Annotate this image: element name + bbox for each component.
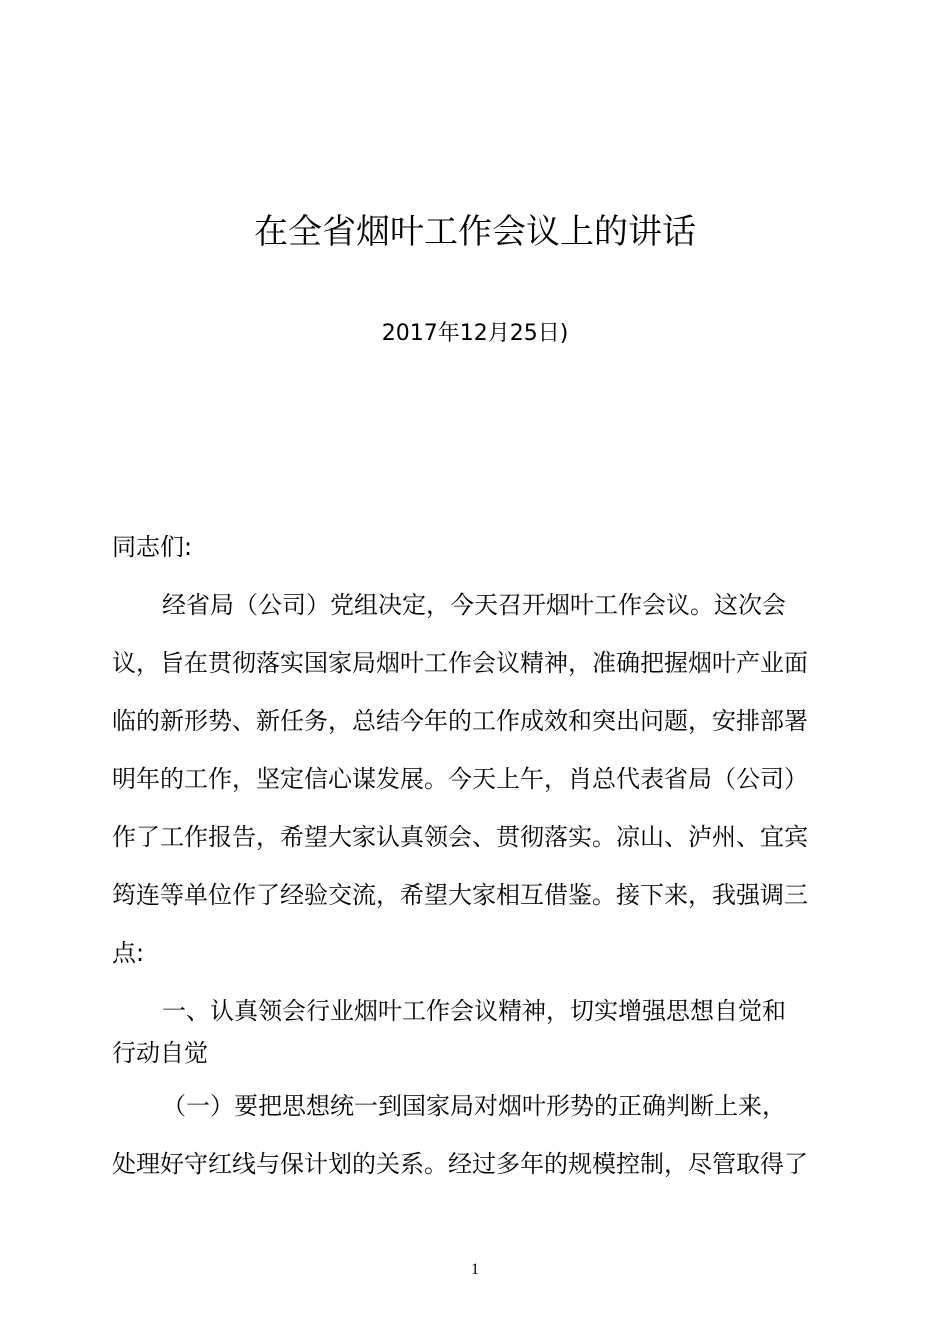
- subsection-heading-line: （一）要把思想统一到国家局对烟叶形势的正确判断上来，: [162, 1092, 786, 1120]
- document-title: 在全省烟叶工作会议上的讲话: [254, 212, 696, 252]
- section-heading-line: 行动自觉: [112, 1039, 208, 1067]
- paragraph-line: 明年的工作，坚定信心谋发展。今天上午，肖总代表省局（公司）: [112, 765, 808, 793]
- paragraph-line: 处理好守红线与保计划的关系。经过多年的规模控制，尽管取得了: [112, 1150, 808, 1178]
- salutation: 同志们:: [112, 533, 193, 561]
- paragraph-line: 临的新形势、新任务，总结今年的工作成效和突出问题，安排部署: [112, 707, 808, 735]
- paragraph-line: 筠连等单位作了经验交流，希望大家相互借鉴。接下来，我强调三: [112, 881, 808, 909]
- paragraph-line: 点:: [112, 939, 145, 967]
- paragraph-line: 议，旨在贯彻落实国家局烟叶工作会议精神，准确把握烟叶产业面: [112, 649, 808, 677]
- paragraph-line: 经省局（公司）党组决定，今天召开烟叶工作会议。这次会: [162, 591, 786, 619]
- page-number: 1: [471, 1261, 479, 1278]
- document-date: 2017年12月25日): [381, 321, 569, 346]
- paragraph-line: 作了工作报告，希望大家认真领会、贯彻落实。凉山、泸州、宜宾: [112, 823, 808, 851]
- section-heading-line: 一、认真领会行业烟叶工作会议精神，切实增强思想自觉和: [162, 997, 786, 1025]
